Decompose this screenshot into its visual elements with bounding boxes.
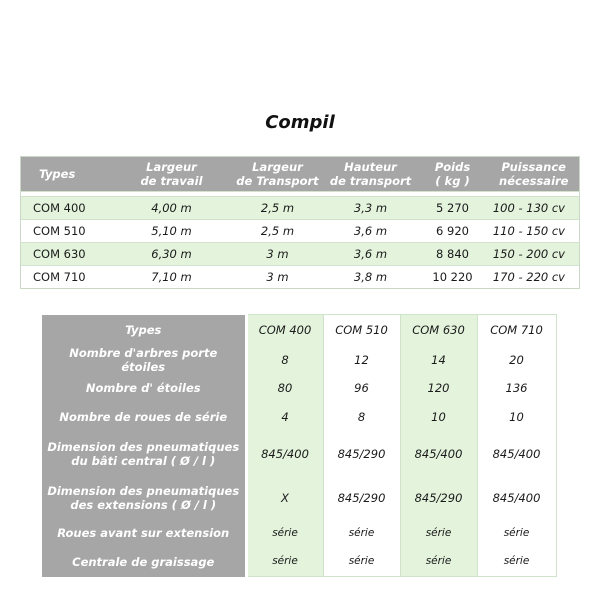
column-header-working-width: Largeur de travail [113, 157, 231, 192]
row-header-front-wheels: Roues avant sur extension [42, 519, 246, 547]
cell-value: 845/400 [477, 431, 556, 477]
page-title: Compil [265, 112, 335, 133]
cell-value: série [477, 519, 556, 547]
table-row [21, 220, 580, 243]
cell-working-width: 5,10 m [113, 220, 231, 243]
cell-transport-width: 3 m [231, 243, 325, 266]
table-header-row [21, 157, 580, 192]
cell-weight: 8 840 [417, 243, 489, 266]
cell-weight: 5 270 [417, 197, 489, 220]
cell-value: 845/290 [323, 431, 400, 477]
cell-transport-height: 3,3 m [325, 197, 417, 220]
cell-type: COM 400 [21, 197, 113, 220]
table-row [42, 477, 556, 519]
row-header-types: Types [42, 315, 246, 346]
cell-type: COM 710 [21, 266, 113, 289]
column-header-types: Types [21, 157, 113, 192]
cell-power: 150 - 200 cv [489, 243, 580, 266]
table-row [21, 243, 580, 266]
column-header-com510: COM 510 [323, 315, 400, 346]
table-row [42, 547, 556, 577]
column-header-transport-width: Largeur de Transport [231, 157, 325, 192]
cell-power: 170 - 220 cv [489, 266, 580, 289]
cell-value: série [246, 547, 323, 577]
column-header-transport-height: Hauteur de transport [325, 157, 417, 192]
cell-type: COM 630 [21, 243, 113, 266]
cell-value: 136 [477, 374, 556, 403]
cell-value: 845/400 [246, 431, 323, 477]
cell-value: 845/290 [400, 477, 477, 519]
cell-value: série [323, 519, 400, 547]
table-row [42, 346, 556, 374]
cell-working-width: 6,30 m [113, 243, 231, 266]
row-header-stars: Nombre d' étoiles [42, 374, 246, 403]
cell-value: 14 [400, 346, 477, 374]
cell-transport-height: 3,8 m [325, 266, 417, 289]
column-header-com400: COM 400 [246, 315, 323, 346]
cell-value: 80 [246, 374, 323, 403]
cell-weight: 10 220 [417, 266, 489, 289]
cell-value: 120 [400, 374, 477, 403]
cell-type: COM 510 [21, 220, 113, 243]
cell-value: série [400, 519, 477, 547]
cell-value: série [477, 547, 556, 577]
table-row [42, 519, 556, 547]
column-header-power: Puissance nécessaire [489, 157, 580, 192]
cell-transport-width: 2,5 m [231, 197, 325, 220]
cell-transport-height: 3,6 m [325, 220, 417, 243]
cell-weight: 6 920 [417, 220, 489, 243]
cell-value: 845/400 [477, 477, 556, 519]
cell-value: 845/400 [400, 431, 477, 477]
row-header-central-tyres: Dimension des pneumatiques du bâti central ( Ø / l ) [42, 431, 246, 477]
column-header-weight: Poids ( kg ) [417, 157, 489, 192]
cell-value: 8 [246, 346, 323, 374]
cell-value: 4 [246, 403, 323, 431]
cell-value: 96 [323, 374, 400, 403]
table-row [42, 374, 556, 403]
column-header-com710: COM 710 [477, 315, 556, 346]
table-row [21, 197, 580, 220]
table-row [21, 266, 580, 289]
cell-value: 845/290 [323, 477, 400, 519]
specs-table-features [42, 314, 557, 577]
cell-power: 110 - 150 cv [489, 220, 580, 243]
cell-value: 8 [323, 403, 400, 431]
row-header-greasing: Centrale de graissage [42, 547, 246, 577]
cell-value: 12 [323, 346, 400, 374]
cell-value: 10 [477, 403, 556, 431]
cell-value: X [246, 477, 323, 519]
row-header-wheels: Nombre de roues de série [42, 403, 246, 431]
cell-value: 10 [400, 403, 477, 431]
cell-value: série [323, 547, 400, 577]
cell-working-width: 4,00 m [113, 197, 231, 220]
row-header-star-shafts: Nombre d'arbres porte étoiles [42, 346, 246, 374]
cell-value: 20 [477, 346, 556, 374]
table-row [42, 315, 556, 346]
cell-transport-width: 3 m [231, 266, 325, 289]
cell-working-width: 7,10 m [113, 266, 231, 289]
cell-power: 100 - 130 cv [489, 197, 580, 220]
cell-transport-height: 3,6 m [325, 243, 417, 266]
table-row [42, 403, 556, 431]
column-header-com630: COM 630 [400, 315, 477, 346]
cell-value: série [400, 547, 477, 577]
specs-table-dimensions [20, 156, 580, 289]
row-header-extension-tyres: Dimension des pneumatiques des extensions ( Ø / l ) [42, 477, 246, 519]
table-row [42, 431, 556, 477]
cell-transport-width: 2,5 m [231, 220, 325, 243]
cell-value: série [246, 519, 323, 547]
